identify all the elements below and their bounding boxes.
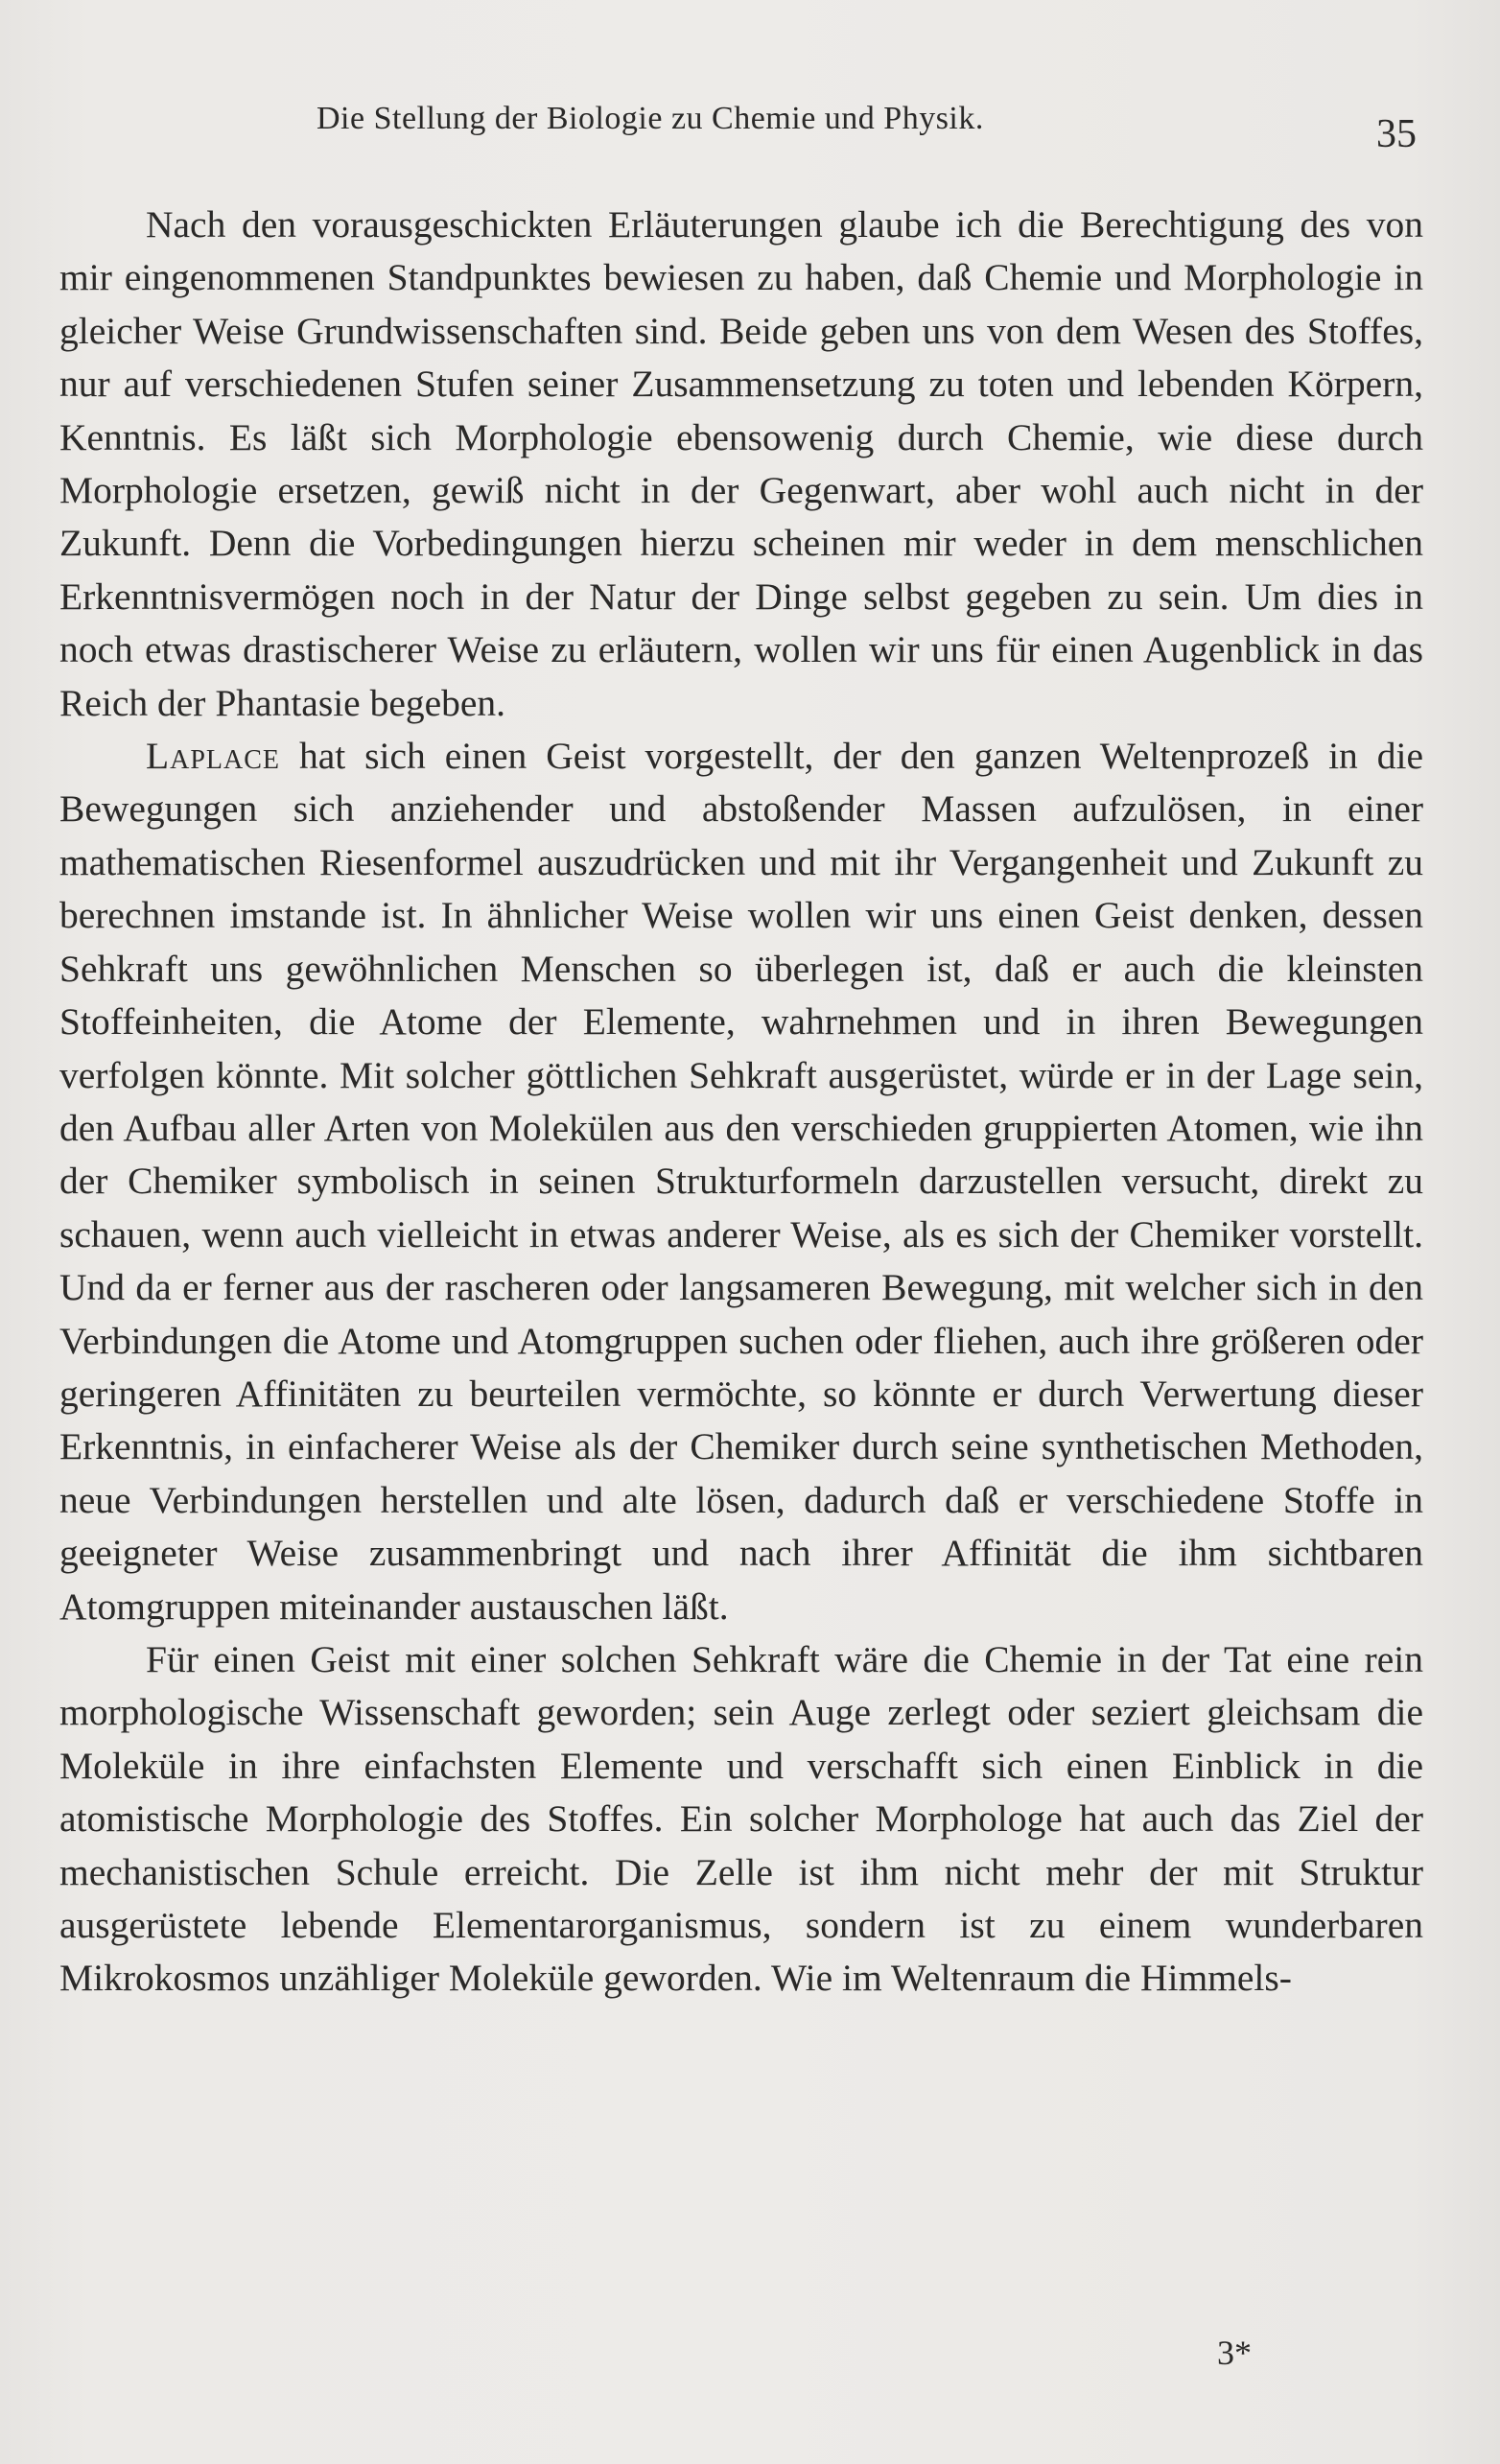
body-text xyxy=(59,199,1423,2006)
paragraph-text: hat sich einen Geist vorgestellt, der den ganzen Weltenprozeß in die Bewegungen sich anziehender und abstoßender Massen aufzulösen, in einer mathematischen Riesenformel auszudrücken und mit ihr Vergangenheit und Zukunft zu berechnen imstande ist. In ähnlicher Weise wollen wir uns einen Geist denken, dessen Sehkraft uns gewöhnlichen Menschen so überlegen ist, daß er auch die kleinsten Stoffeinheiten, die Atome der Elemente, wahrnehmen und in ihren Bewegungen verfolgen könnte. Mit solcher göttlichen Sehkraft ausgerüstet, würde er in der Lage sein, den Aufbau aller Arten von Molekülen aus den verschieden gruppierten Atomen, wie ihn der Chemiker symbolisch in seinen Strukturformeln darzustellen versucht, direkt zu schauen, wenn auch vielleicht in etwas anderer Weise, als es sich der Chemiker vorstellt. Und da er ferner aus der rascheren oder langsameren Bewegung, mit welcher sich in den Verbindungen die Atome und Atomgruppen suchen oder fliehen, auch ihre größeren oder geringeren Affinitäten zu beurteilen vermöchte, so könnte er durch Verwertung dieser Erkenntnis, in einfacherer Weise als der Chemiker durch seine synthetischen Methoden, neue Verbindungen herstellen und alte lösen, dadurch daß er verschiedene Stoffe in geeigneter Weise zusammenbringt und nach ihrer Affinität die ihm sichtbaren Atomgruppen miteinander austauschen läßt. xyxy=(59,735,1423,1628)
running-header: Die Stellung der Biologie zu Chemie und Physik. xyxy=(316,101,984,136)
paragraph xyxy=(59,1633,1423,2006)
author-name-laplace: Laplace xyxy=(146,735,281,778)
paragraph xyxy=(59,199,1423,730)
paragraph-text: Für einen Geist mit einer solchen Sehkraft wäre die Chemie in der Tat eine rein morphologische Wissenschaft geworden; sein Auge zerlegt oder seziert gleichsam die Moleküle in ihre einfachsten Elemente und verschafft sich einen Einblick in die atomistische Morphologie des Stoffes. Ein solcher Morphologe hat auch das Ziel der mechanistischen Schule erreicht. Die Zelle ist ihm nicht mehr der mit Struktur ausgerüstete lebende Elementarorganismus, sondern ist zu einem wunderbaren Mikrokosmos unzähliger Moleküle geworden. Wie im Weltenraum die Himmels- xyxy=(59,1637,1423,2000)
paragraph xyxy=(59,730,1423,1633)
paragraph-text: Nach den vorausgeschickten Erläuterungen glaube ich die Berechtigung des von mir eingenommenen Standpunktes bewiesen zu haben, daß Chemie und Morphologie in gleicher Weise Grundwissenschaften sind. Beide geben uns von dem Wesen des Stoffes, nur auf verschiedenen Stufen seiner Zusammensetzung zu toten und lebenden Körpern, Kenntnis. Es läßt sich Morphologie ebensowenig durch Chemie, wie diese durch Morphologie ersetzen, gewiß nicht in der Gegenwart, aber wohl auch nicht in der Zukunft. Denn die Vorbedingungen hierzu scheinen mir weder in dem menschlichen Erkenntnisvermögen noch in der Natur der Dinge selbst gegeben zu sein. Um dies in noch etwas drastischerer Weise zu erläutern, wollen wir uns für einen Augenblick in das Reich der Phantasie begeben. xyxy=(59,203,1423,724)
signature-mark: 3* xyxy=(1217,2334,1252,2372)
page-number: 35 xyxy=(1376,112,1417,156)
